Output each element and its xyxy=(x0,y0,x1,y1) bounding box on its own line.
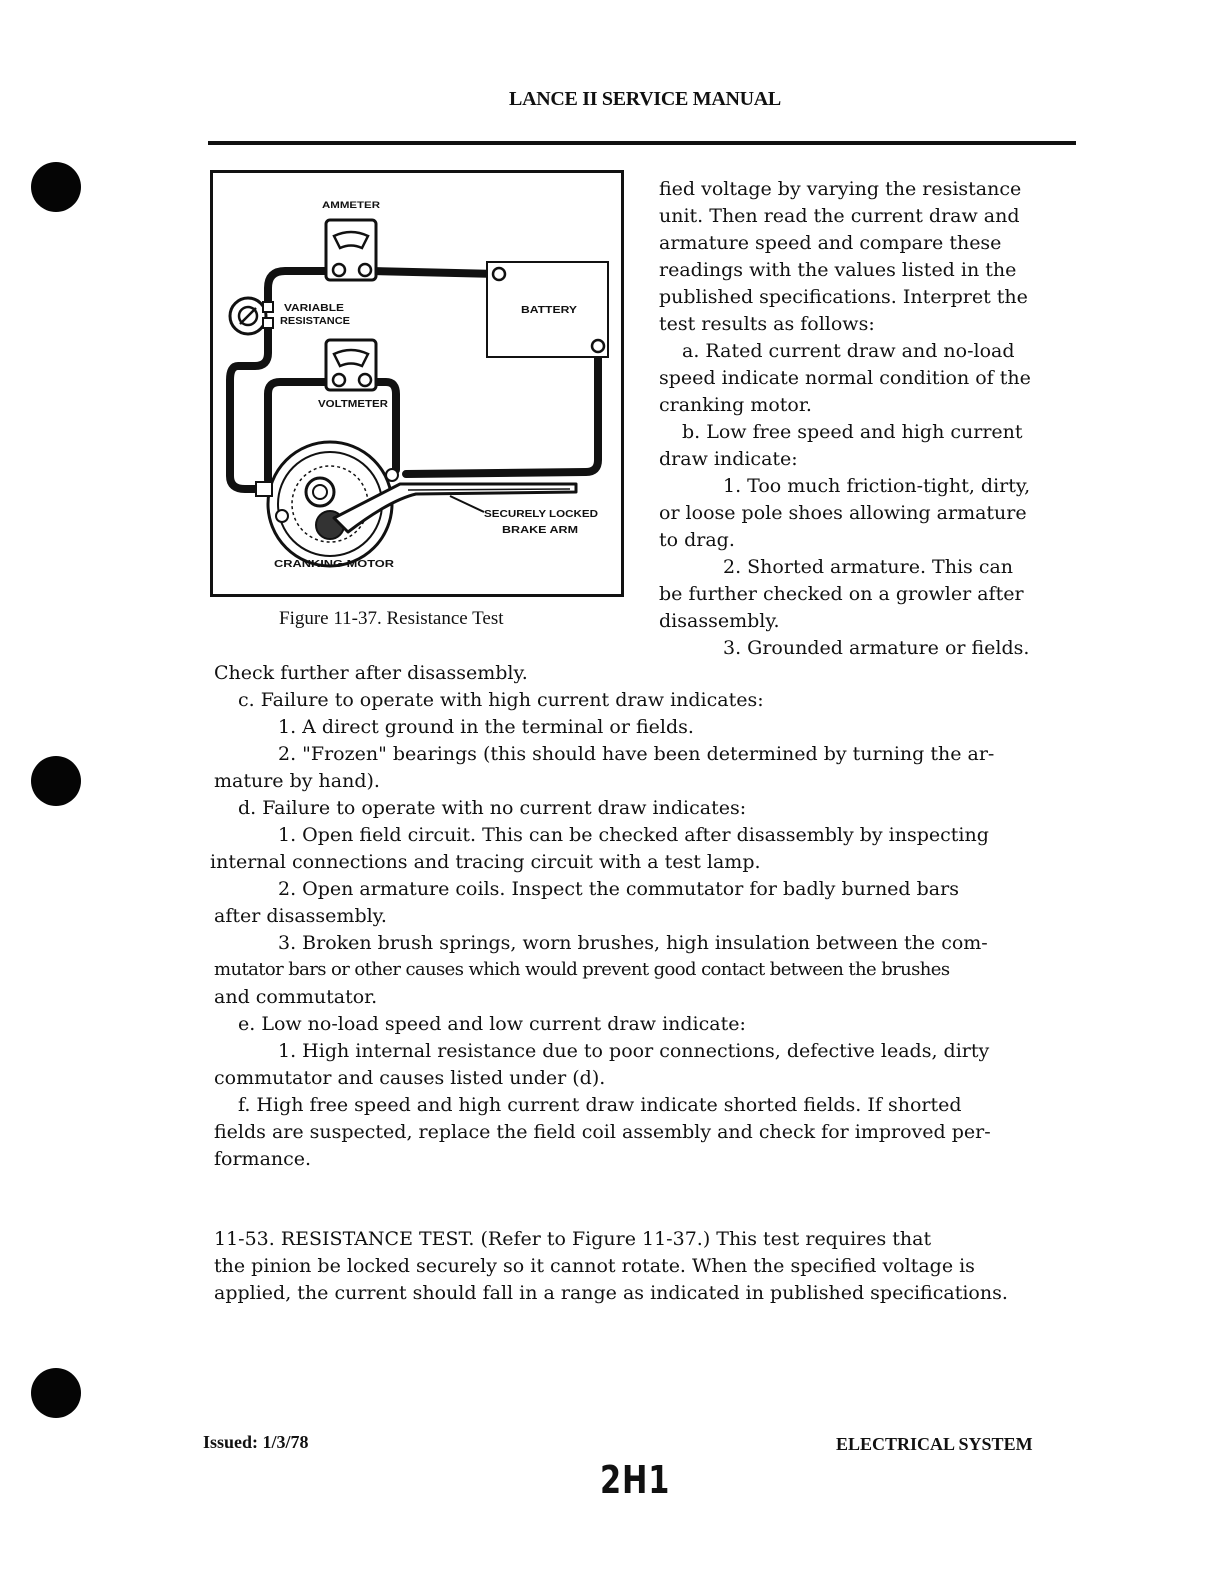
text-line: 3. Grounded armature or fields. xyxy=(723,637,1030,659)
text-line: test results as follows: xyxy=(659,313,875,335)
text-line: and commutator. xyxy=(214,986,378,1008)
text-line: Check further after disassembly. xyxy=(214,662,528,684)
resistance-label: RESISTANCE xyxy=(280,316,351,327)
voltmeter-label: VOLTMETER xyxy=(318,399,389,410)
variable-resistance-icon xyxy=(230,298,273,334)
footer-issued-date: Issued: 1/3/78 xyxy=(203,1432,309,1452)
variable-label: VARIABLE xyxy=(284,303,345,314)
text-line: draw indicate: xyxy=(659,448,798,470)
text-line: f. High free speed and high current draw indicate shorted fields. If shorted xyxy=(238,1094,962,1116)
resistance-test-figure xyxy=(210,170,624,598)
cranking-motor-label: CRANKING MOTOR xyxy=(274,559,395,570)
securely-locked-label: SECURELY LOCKED xyxy=(484,509,598,520)
text-line: 3. Broken brush springs, worn brushes, high insulation between the com- xyxy=(278,932,988,954)
section-heading-line: 11-53. RESISTANCE TEST. (Refer to Figure 11-37.) This test requires that xyxy=(214,1228,932,1250)
text-line: internal connections and tracing circuit with a test lamp. xyxy=(210,851,761,873)
text-line: unit. Then read the current draw and xyxy=(659,205,1020,227)
battery-label: BATTERY xyxy=(521,305,578,316)
text-line: applied, the current should fall in a range as indicated in published specifications. xyxy=(214,1282,1008,1304)
text-line: b. Low free speed and high current xyxy=(682,421,1023,443)
text-line: d. Failure to operate with no current draw indicates: xyxy=(238,797,747,819)
text-line: formance. xyxy=(214,1148,312,1170)
text-line: 2. "Frozen" bearings (this should have been determined by turning the ar- xyxy=(278,743,995,765)
text-line: be further checked on a growler after xyxy=(659,583,1024,605)
text-line: the pinion be locked securely so it cannot rotate. When the specified voltage is xyxy=(214,1255,975,1277)
text-line: fied voltage by varying the resistance xyxy=(659,178,1022,200)
text-line: 1. Too much friction-tight, dirty, xyxy=(723,475,1031,497)
text-line: 2. Shorted armature. This can xyxy=(723,556,1014,578)
punch-hole-bottom xyxy=(31,1368,81,1418)
figure-caption: Figure 11-37. Resistance Test xyxy=(279,608,504,629)
header-rule xyxy=(208,141,1076,145)
text-line: speed indicate normal condition of the xyxy=(659,367,1031,389)
ammeter-label: AMMETER xyxy=(322,200,381,210)
text-line: to drag. xyxy=(659,529,735,551)
text-line: published specifications. Interpret the xyxy=(659,286,1028,308)
text-line: disassembly. xyxy=(659,610,780,632)
text-line: 2. Open armature coils. Inspect the commutator for badly burned bars xyxy=(278,878,959,900)
text-line: mutator bars or other causes which would prevent good contact between the brushes xyxy=(214,959,950,980)
brake-arm-label: BRAKE ARM xyxy=(502,525,578,536)
punch-hole-top xyxy=(31,162,81,212)
text-line: 1. High internal resistance due to poor connections, defective leads, dirty xyxy=(278,1040,990,1062)
footer-page-code: 2H1 xyxy=(600,1458,671,1502)
punch-hole-middle xyxy=(31,756,81,806)
ammeter-icon xyxy=(326,220,376,280)
text-line: after disassembly. xyxy=(214,905,387,927)
text-line: or loose pole shoes allowing armature xyxy=(659,502,1027,524)
text-line: fields are suspected, replace the field coil assembly and check for improved per- xyxy=(214,1121,991,1143)
voltmeter-icon xyxy=(326,340,376,390)
text-line: mature by hand). xyxy=(214,770,380,792)
footer-section-title: ELECTRICAL SYSTEM xyxy=(836,1434,1033,1454)
page-header-title: LANCE II SERVICE MANUAL xyxy=(509,88,781,110)
text-line: commutator and causes listed under (d). xyxy=(214,1067,606,1089)
text-line: 1. A direct ground in the terminal or fields. xyxy=(278,716,694,738)
text-line: cranking motor. xyxy=(659,394,812,416)
text-line: armature speed and compare these xyxy=(659,232,1002,254)
text-line: a. Rated current draw and no-load xyxy=(682,340,1015,362)
text-line: readings with the values listed in the xyxy=(659,259,1017,281)
text-line: c. Failure to operate with high current draw indicates: xyxy=(238,689,764,711)
text-line: 1. Open field circuit. This can be checked after disassembly by inspecting xyxy=(278,824,989,846)
text-line: e. Low no-load speed and low current draw indicate: xyxy=(238,1013,746,1035)
